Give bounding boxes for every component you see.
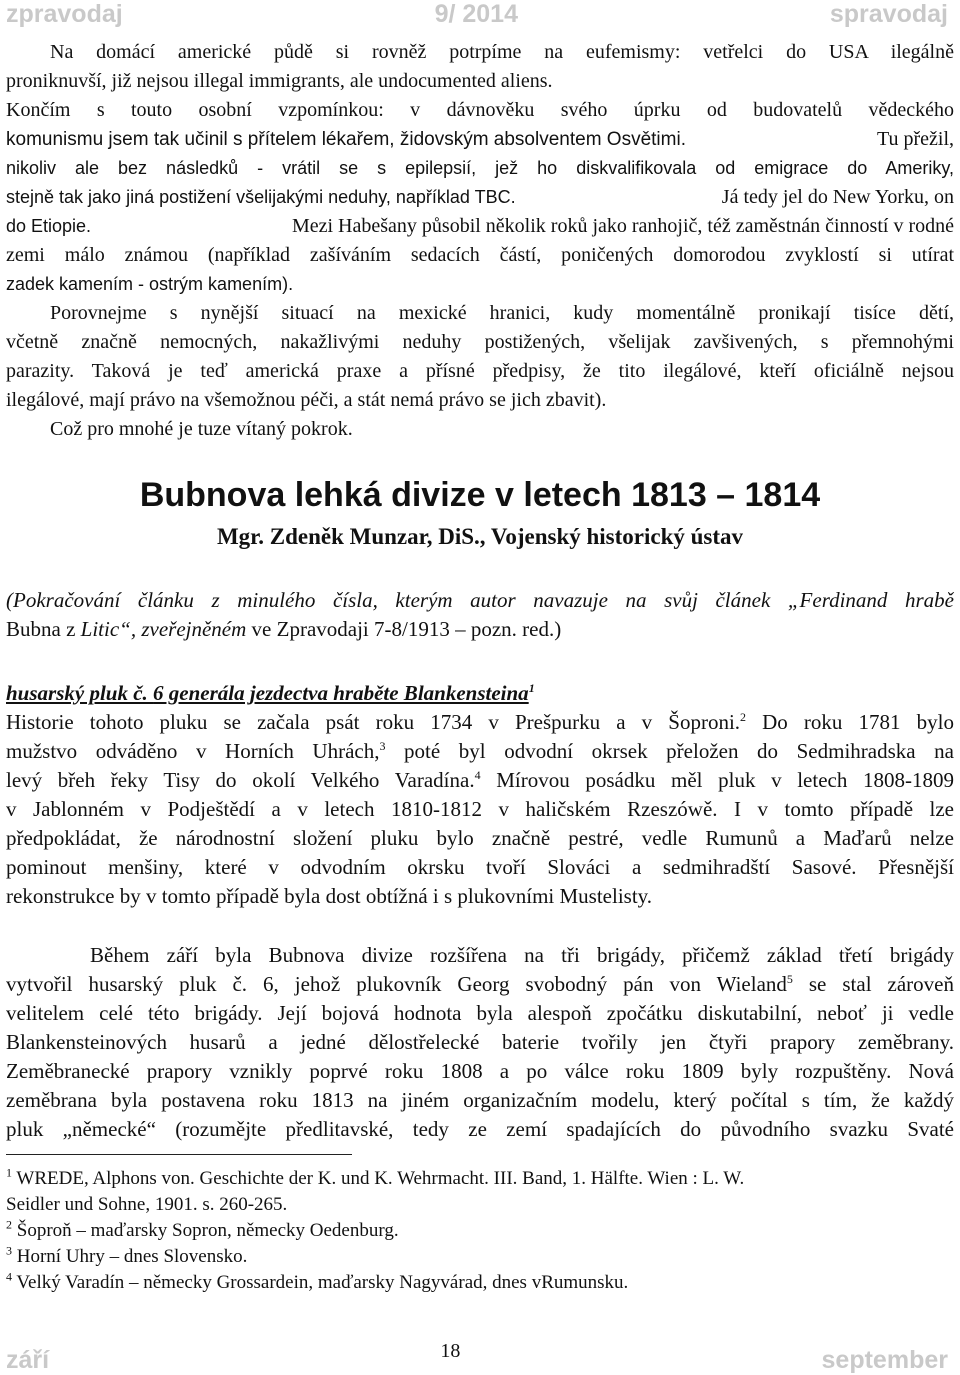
page-number: 18 [440, 1340, 461, 1362]
body-line: pluk „německé“ (rozumějte předlitavské, tedy ze zemí spadajících do původního svazku Svaté [6, 1117, 954, 1141]
footnote-ref: 1 [528, 681, 535, 695]
continuation-note-line [6, 615, 954, 644]
intro-line [6, 212, 954, 241]
footnote-2 [6, 1218, 954, 1244]
body-line [6, 766, 954, 795]
body-segment: mužstvo odváděno v Horních Uhrách, [6, 739, 380, 763]
cont-segment: Bubna z [6, 617, 81, 641]
body-line: pominout menšiny, které v odvodním okrsku tvoří Slováci a sedmihradští Sasové. Přesnější [6, 855, 954, 879]
footnote-number: 4 [6, 1269, 12, 1284]
footnote-text: Horní Uhry – dnes Slovensko. [16, 1246, 248, 1267]
body-segment: vytvořil husarský pluk č. 6, jehož plukovník Georg svobodný pán von Wieland [6, 972, 787, 996]
body-line: Během září byla Bubnova divize rozšířena na tři brigády, přičemž základ třetí brigády [90, 943, 954, 967]
body-segment: Historie tohoto pluku se začala psát roku 1734 v Prešpurku a v Šoproni. [6, 710, 741, 734]
body-segment: Do roku 1781 bylo [746, 710, 954, 734]
header-spravodaj: spravodaj [829, 0, 948, 28]
body-line: rekonstrukce by v tomto případě byla dost obtížná i s plukovními Mustelisty. [6, 884, 653, 908]
footnote-ref: 5 [786, 972, 793, 986]
body-segment: se stal zároveň [792, 972, 954, 996]
intro-segment: do Etiopie. [6, 216, 92, 236]
body-segment: Mírovou posádku měl pluk v letech 1808-1809 [480, 768, 954, 792]
footnote-ref: 3 [379, 739, 386, 753]
body-line [6, 737, 954, 766]
intro-line: zadek kamením - ostrým kamením). [6, 274, 294, 294]
intro-line: parazity. Taková je teď americká praxe a přísné předpisy, že tito ilegálové, kteří oficiálně nejsou [6, 360, 954, 382]
footnote-ref: 2 [740, 710, 747, 724]
article-title: Bubnova lehká divize v letech 1813 – 1814 [139, 476, 821, 514]
intro-line: Na domácí americké půdě si rovněž potrpíme na eufemismy: vetřelci do USA ilegálně [50, 41, 954, 63]
body-line: předpokládat, že národnostní složení pluku bylo značně pestré, vedle Rumunů a Maďarů nelze [6, 826, 954, 850]
footnote-3 [6, 1244, 954, 1270]
section-title-part: 6 generála jezdectva hraběte Blankensteina [153, 681, 529, 705]
footer-month-sk: september [821, 1346, 948, 1374]
intro-line [6, 183, 954, 212]
footnote-separator [6, 1154, 352, 1155]
footnote-1-cont: Seidler und Sohne, 1901. s. 260-265. [6, 1194, 288, 1215]
section-title-part: husarský pluk č. [6, 681, 154, 705]
footer-month-cz: září [6, 1346, 50, 1374]
footnote-text: Šoproň – maďarsky Sopron, německy Oedenburg. [16, 1220, 399, 1241]
intro-segment: komunismu jsem tak učinil s přítelem lékařem, židovským absolventem Osvětimi. [6, 129, 686, 150]
article-author: Mgr. Zdeněk Munzar, DiS., Vojenský historický ústav [216, 524, 744, 549]
intro-segment: Mezi Habešany působil několik roků jako ranhojič, též zaměstnán činností v rodné [291, 215, 954, 237]
header-zpravodaj: zpravodaj [6, 0, 123, 28]
body-segment: levý břeh řeky Tisy do okolí Velkého Varadína. [6, 768, 475, 792]
continuation-note-line: (Pokračování článku z minulého čísla, kterým autor navazuje na svůj článek „Ferdinand hrabě [6, 588, 954, 612]
body-line [6, 970, 954, 999]
body-line: Blankensteinových husarů a jedné dělostřelecké baterie tvořily jen čtyři prapory zeměbrany. [6, 1030, 954, 1054]
body-line: v Jablonném v Podještědí a v letech 1810-1812 v haličském Rzeszówě. I v tomto případě lze [6, 797, 954, 821]
body-segment: poté byl odvodní okrsek přeložen do Sedmihradska na [385, 739, 954, 763]
intro-line: proniknuvší, již nejsou illegal immigrants, ale undocumented aliens. [6, 70, 553, 92]
footnote-4 [6, 1270, 954, 1296]
footnote-text: Velký Varadín – německy Grossardein, maďarsky Nagyvárad, dnes vRumunsku. [16, 1272, 629, 1293]
cont-segment: Litic“, zveřejněném [80, 617, 247, 641]
cont-segment: ve Zpravodaji 7-8/1913 – pozn. red.) [246, 617, 562, 641]
footnote-ref: 4 [474, 768, 481, 782]
intro-line [6, 125, 954, 154]
footnote-number: 1 [6, 1165, 12, 1180]
body-line: Zeměbranecké prapory vznikly poprvé roku 1808 a po válce roku 1809 byly rozpuštěny. Nová [6, 1059, 954, 1083]
body-line [6, 708, 954, 737]
page-footer [6, 1340, 948, 1373]
intro-line: Končím s touto osobní vzpomínkou: v dávnověku svého úprku od budovatelů vědeckého [6, 99, 954, 121]
intro-line: nikoliv ale bez následků - vrátil se s epilepsií, jež ho diskvalifikovala od emigrace do Ameriky, [6, 158, 954, 178]
intro-line: Porovnejme s nynější situací na mexické hranici, kudy momentálně pronikají tisíce dětí, [50, 302, 954, 324]
section-title [6, 678, 954, 708]
intro-line: Což pro mnohé je tuze vítaný pokrok. [50, 418, 353, 440]
body-line: velitelem celé této brigády. Její bojová hodnota byla alespoň zpočátku diskutabilní, neboť ji vedle [6, 1001, 954, 1025]
intro-segment: Tu přežil, [876, 128, 954, 150]
intro-line: ilegálové, mají právo na všemožnou péči, a stát nemá právo se jich zbavit). [6, 389, 607, 411]
intro-text [6, 38, 954, 444]
article-body [6, 586, 954, 1144]
intro-line: zemi málo známou (například zašíváním sedacích částí, poničených domorodou zvyklostí si utírat [6, 244, 954, 266]
intro-line: včetně značně nemocných, nakažlivými neduhy postižených, všelijak zavšivených, s přemnohými [6, 331, 954, 353]
body-line: zeměbrana byla postavena roku 1813 na jiném organizačním modelu, který počítal s tím, že každý [6, 1088, 954, 1112]
footnote-text: WREDE, Alphons von. Geschichte der K. und K. Wehrmacht. III. Band, 1. Hälfte. Wien : L. W. [16, 1168, 745, 1189]
page-header [6, 0, 948, 30]
intro-segment: Já tedy jel do New Yorku, on [721, 186, 954, 208]
footnote-number: 3 [6, 1243, 12, 1258]
footnote-1 [6, 1166, 954, 1192]
footnotes [6, 1166, 954, 1296]
intro-segment: stejně tak jako jiná postižení všelijakými neduhy, například TBC. [6, 187, 516, 207]
header-issue: 9/ 2014 [434, 0, 518, 28]
footnote-number: 2 [6, 1217, 12, 1232]
